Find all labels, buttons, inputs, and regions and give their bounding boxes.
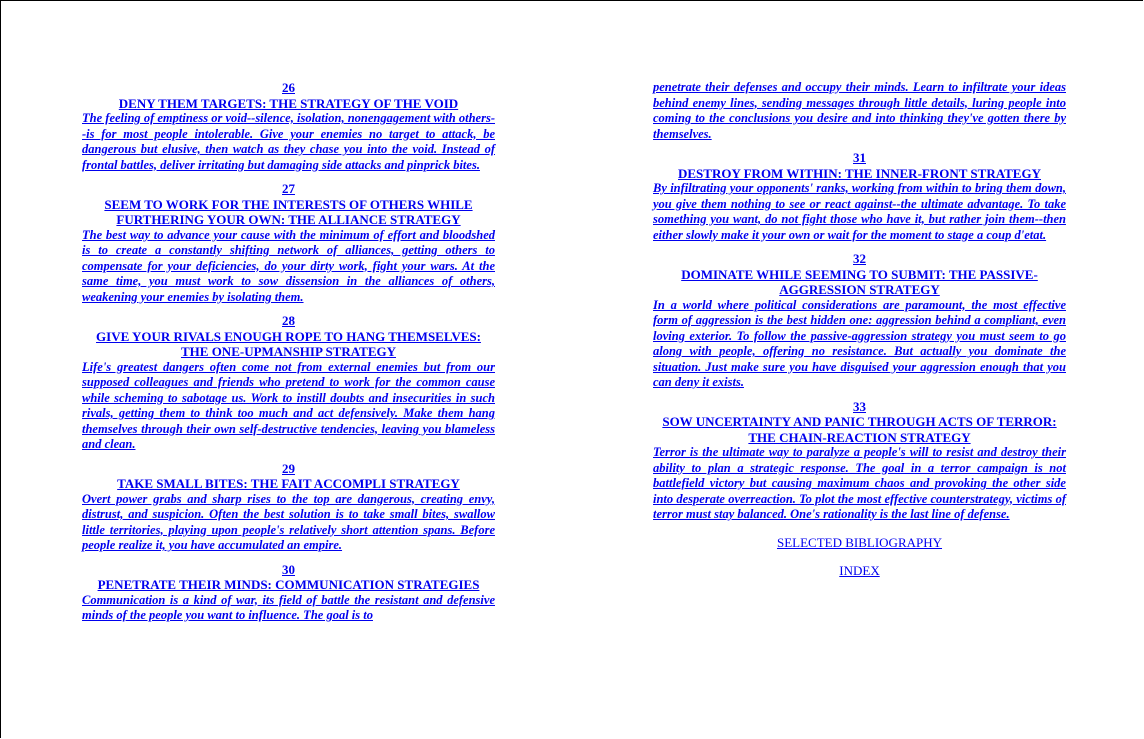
toc-entry-27[interactable]	[82, 181, 495, 305]
chapter-number[interactable]: 29	[282, 460, 295, 476]
chapter-number[interactable]: 28	[282, 313, 295, 328]
chapter-number[interactable]: 33	[853, 398, 866, 414]
chapter-title[interactable]: GIVE YOUR RIVALS ENOUGH ROPE TO HANG THEMSELVES: THE ONE-UPMANSHIP STRATEGY	[96, 328, 481, 359]
chapter-description[interactable]: The best way to advance your cause with the minimum of effort and bloodshed is to create a constantly shifting network of alliances, getting others to compensate for your deficiencies, do your dirty work, fight your wars. At the same time, you must work to sow dissension in the alliances of others, weakening your enemies by isolating them.	[82, 227, 495, 304]
chapter-description[interactable]: Overt power grabs and sharp rises to the top are dangerous, creating envy, distrust, and suspicion. Often the best solution is to take small bites, swallow little territories, playing upon people's relatively short attention spans. Before people realize it, you have accumulated an empire.	[82, 491, 495, 552]
chapter-title[interactable]: DENY THEM TARGETS: THE STRATEGY OF THE VOID	[118, 95, 459, 111]
toc-entry-30-continued[interactable]	[653, 80, 1066, 142]
chapter-number[interactable]: 27	[282, 181, 295, 196]
toc-left-column	[82, 80, 495, 632]
bibliography-link[interactable]: SELECTED BIBLIOGRAPHY	[776, 534, 943, 550]
chapter-title[interactable]: DESTROY FROM WITHIN: THE INNER-FRONT STRATEGY	[678, 165, 1041, 181]
chapter-description[interactable]: In a world where political considerations are paramount, the most effective form of aggression is the best hidden one: aggression behind a compliant, even loving exterior. To follow the passive-aggression strategy you must seem to go along with people, offering no resistance. But actually you dominate the situation. Just make sure you have disguised your aggression enough that you can deny it exists.	[653, 297, 1066, 389]
index-link[interactable]: INDEX	[839, 562, 880, 578]
chapter-description[interactable]: Life's greatest dangers often come not from external enemies but from our supposed colleagues and friends who pretend to work for the common cause while scheming to sabotage us. Work to instill doubts and insecurities in such rivals, getting them to think too much and act defensively. Make them hang themselves through their own self-destructive tendencies, leaving you blameless and clean.	[82, 359, 495, 451]
chapter-description-continued[interactable]: penetrate their defenses and occupy their minds. Learn to infiltrate your ideas behind enemy lines, sending messages through little details, luring people into coming to the conclusions you desire and into thinking they've gotten there by themselves.	[653, 80, 1066, 141]
chapter-description[interactable]: The feeling of emptiness or void--silence, isolation, nonengagement with others--is for most people intolerable. Give your enemies no target to attack, be dangerous but elusive, then watch as they chase you into the void. Instead of frontal battles, deliver irritating but damaging side attacks and pinprick bites.	[82, 111, 495, 172]
chapter-description[interactable]: By infiltrating your opponents' ranks, working from within to bring them down, you give them nothing to see or react against--the ultimate advantage. To take something you want, do not fight those who have it, but rather join them--then either slowly make it your own or wait for the moment to stage a coup d'etat.	[653, 181, 1066, 242]
chapter-description[interactable]: Terror is the ultimate way to paralyze a people's will to resist and destroy their ability to plan a strategic response. The goal in a terror campaign is not battlefield victory but causing maximum chaos and provoking the other side into desperate overreaction. To plot the most effective counterstrategy, victims of terror must stay balanced. One's rationality is the last line of defense.	[653, 445, 1066, 521]
toc-entry-32[interactable]	[653, 251, 1066, 391]
toc-entry-31[interactable]	[653, 150, 1066, 243]
chapter-number[interactable]: 26	[282, 80, 295, 95]
chapter-description[interactable]: Communication is a kind of war, its field of battle the resistant and defensive minds of the people you want to influence. The goal is to	[82, 592, 495, 622]
chapter-number[interactable]: 32	[853, 251, 866, 266]
toc-right-column	[653, 80, 1066, 579]
toc-entry-29[interactable]	[82, 461, 495, 554]
chapter-title[interactable]: SOW UNCERTAINTY AND PANIC THROUGH ACTS OF TERROR: THE CHAIN-REACTION STRATEGY	[662, 414, 1057, 445]
toc-entry-28[interactable]	[82, 313, 495, 453]
toc-entry-26[interactable]	[82, 80, 495, 173]
chapter-number[interactable]: 31	[853, 150, 866, 165]
chapter-number[interactable]: 30	[282, 561, 295, 577]
chapter-title[interactable]: DOMINATE WHILE SEEMING TO SUBMIT: THE PASSIVE-AGGRESSION STRATEGY	[681, 266, 1038, 297]
toc-entry-33[interactable]	[653, 399, 1066, 523]
toc-entry-30[interactable]	[82, 562, 495, 624]
chapter-title[interactable]: PENETRATE THEIR MINDS: COMMUNICATION STRATEGIES	[97, 577, 480, 592]
chapter-title[interactable]: TAKE SMALL BITES: THE FAIT ACCOMPLI STRATEGY	[117, 476, 460, 491]
chapter-title[interactable]: SEEM TO WORK FOR THE INTERESTS OF OTHERS WHILE FURTHERING YOUR OWN: THE ALLIANCE STRATEGY	[104, 196, 473, 227]
